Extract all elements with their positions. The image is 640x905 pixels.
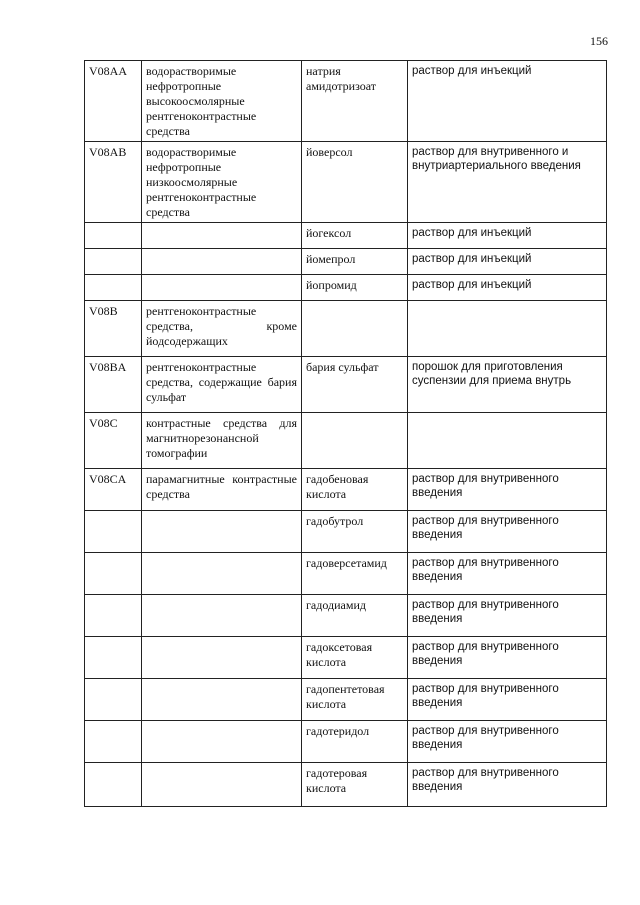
group-name (142, 721, 302, 763)
dosage-form: раствор для внутривенного введения (408, 763, 607, 807)
atc-code: V08C (85, 413, 142, 469)
dosage-form: раствор для внутривенного и внутриартериального введения (408, 142, 607, 223)
table-row (85, 637, 607, 679)
substance-name: йоверсол (302, 142, 408, 223)
dosage-form: раствор для внутривенного введения (408, 595, 607, 637)
substance-name (302, 413, 408, 469)
substance-name (302, 301, 408, 357)
atc-code (85, 763, 142, 807)
dosage-form: раствор для внутривенного введения (408, 637, 607, 679)
drug-classification-table (84, 60, 607, 807)
dosage-form: раствор для инъекций (408, 249, 607, 275)
atc-code (85, 249, 142, 275)
group-name: водорастворимые нефротропные низкоосмолярные рентгеноконтрастные средства (142, 142, 302, 223)
group-name (142, 249, 302, 275)
substance-name: йопромид (302, 275, 408, 301)
atc-code: V08B (85, 301, 142, 357)
substance-name: гадотеровая кислота (302, 763, 408, 807)
group-name (142, 223, 302, 249)
table-row (85, 223, 607, 249)
table-row (85, 413, 607, 469)
table-row (85, 357, 607, 413)
table-row (85, 469, 607, 511)
atc-code (85, 511, 142, 553)
substance-name: гадотеридол (302, 721, 408, 763)
group-name (142, 275, 302, 301)
atc-code (85, 679, 142, 721)
table-row (85, 301, 607, 357)
dosage-form: раствор для внутривенного введения (408, 679, 607, 721)
dosage-form (408, 301, 607, 357)
substance-name: йомепрол (302, 249, 408, 275)
substance-name: бария сульфат (302, 357, 408, 413)
dosage-form: раствор для инъекций (408, 61, 607, 142)
substance-name: гадодиамид (302, 595, 408, 637)
atc-code (85, 595, 142, 637)
group-name: рентгеноконтрастные средства, кроме йодсодержащих (142, 301, 302, 357)
table-row (85, 595, 607, 637)
substance-name: гадобутрол (302, 511, 408, 553)
dosage-form (408, 413, 607, 469)
substance-name: гадоксетовая кислота (302, 637, 408, 679)
page-number: 156 (590, 34, 608, 48)
atc-code: V08AB (85, 142, 142, 223)
atc-code (85, 721, 142, 763)
group-name (142, 637, 302, 679)
dosage-form: раствор для инъекций (408, 275, 607, 301)
group-name: контрастные средства для магнитнорезонансной томографии (142, 413, 302, 469)
dosage-form: раствор для внутривенного введения (408, 511, 607, 553)
substance-name: йогексол (302, 223, 408, 249)
substance-name: натрия амидотризоат (302, 61, 408, 142)
table-row (85, 61, 607, 142)
table-row (85, 721, 607, 763)
group-name (142, 679, 302, 721)
substance-name: гадобеновая кислота (302, 469, 408, 511)
atc-code: V08CA (85, 469, 142, 511)
dosage-form: раствор для внутривенного введения (408, 721, 607, 763)
atc-code (85, 637, 142, 679)
dosage-form: раствор для внутривенного введения (408, 469, 607, 511)
dosage-form: порошок для приготовления суспензии для приема внутрь (408, 357, 607, 413)
atc-code (85, 275, 142, 301)
group-name (142, 595, 302, 637)
dosage-form: раствор для инъекций (408, 223, 607, 249)
table-row (85, 763, 607, 807)
group-name: рентгеноконтрастные средства, содержащие бария сульфат (142, 357, 302, 413)
atc-code: V08BA (85, 357, 142, 413)
dosage-form: раствор для внутривенного введения (408, 553, 607, 595)
atc-code (85, 553, 142, 595)
substance-name: гадоверсетамид (302, 553, 408, 595)
atc-code (85, 223, 142, 249)
group-name (142, 763, 302, 807)
group-name (142, 511, 302, 553)
table-row (85, 142, 607, 223)
table-row (85, 553, 607, 595)
group-name (142, 553, 302, 595)
group-name: парамагнитные контрастные средства (142, 469, 302, 511)
table-row (85, 511, 607, 553)
table-row (85, 275, 607, 301)
table-row (85, 249, 607, 275)
group-name: водорастворимые нефротропные высокоосмолярные рентгеноконтрастные средства (142, 61, 302, 142)
table-row (85, 679, 607, 721)
substance-name: гадопентетовая кислота (302, 679, 408, 721)
atc-code: V08AA (85, 61, 142, 142)
